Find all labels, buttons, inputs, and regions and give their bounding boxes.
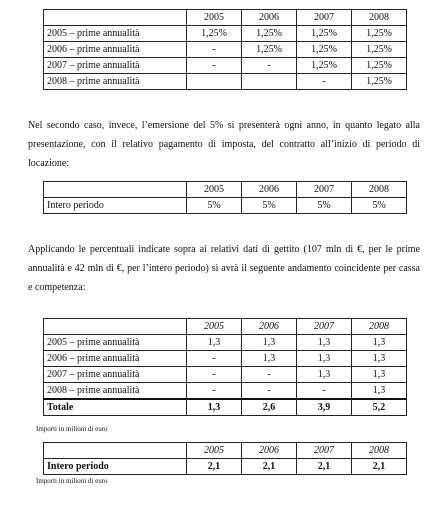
table-cell: 5% <box>187 198 242 214</box>
row-label: Intero periodo <box>44 198 187 214</box>
table-row <box>44 383 407 400</box>
row-label: 2005 – prime annualità <box>44 26 187 42</box>
table-row <box>44 74 407 90</box>
total-label: Totale <box>44 399 187 416</box>
table-row <box>44 459 407 475</box>
table-cell: - <box>242 367 297 383</box>
header-cell: 2008 <box>352 182 407 198</box>
table-cell: 1,25% <box>352 26 407 42</box>
table-row <box>44 335 407 351</box>
row-label: 2005 – prime annualità <box>44 335 187 351</box>
total-cell: 5,2 <box>352 399 407 416</box>
table-prime-annualita-importi <box>43 318 407 416</box>
table-intero-periodo-importi <box>43 442 407 475</box>
total-cell: 2,6 <box>242 399 297 416</box>
table-cell: - <box>187 42 242 58</box>
table-cell: 1,3 <box>352 351 407 367</box>
table-cell: 5% <box>297 198 352 214</box>
header-cell: 2008 <box>352 319 407 335</box>
table-cell: 1,25% <box>297 58 352 74</box>
table-cell: 1,25% <box>297 26 352 42</box>
table-prime-annualita-percent <box>43 9 407 90</box>
table-cell: 1,3 <box>352 383 407 400</box>
row-label: 2008 – prime annualità <box>44 74 187 90</box>
table-note: Importi in milioni di euro <box>36 477 108 485</box>
table-row <box>44 367 407 383</box>
header-cell <box>44 319 187 335</box>
header-cell: 2007 <box>297 10 352 26</box>
header-cell: 2005 <box>187 10 242 26</box>
table-header-row <box>44 10 407 26</box>
table-cell: 1,25% <box>352 74 407 90</box>
table-row <box>44 351 407 367</box>
table-cell: 1,25% <box>352 58 407 74</box>
header-cell: 2005 <box>187 443 242 459</box>
header-cell: 2008 <box>352 10 407 26</box>
header-cell: 2007 <box>297 319 352 335</box>
table-intero-periodo-percent <box>43 181 407 214</box>
row-label: 2007 – prime annualità <box>44 58 187 74</box>
table-cell: 2,1 <box>352 459 407 475</box>
header-cell: 2008 <box>352 443 407 459</box>
table-cell: 1,3 <box>297 351 352 367</box>
header-cell <box>44 10 187 26</box>
total-cell: 3,9 <box>297 399 352 416</box>
table-note: Importi in milioni di euro <box>36 425 108 433</box>
table-header-row <box>44 443 407 459</box>
table-cell: 5% <box>352 198 407 214</box>
row-label: Intero periodo <box>44 459 187 475</box>
table-cell: - <box>297 74 352 90</box>
table-cell: - <box>297 383 352 400</box>
header-cell: 2007 <box>297 182 352 198</box>
table-cell: 5% <box>242 198 297 214</box>
header-cell: 2005 <box>187 182 242 198</box>
table-cell: 1,25% <box>242 26 297 42</box>
header-cell <box>44 443 187 459</box>
header-cell: 2006 <box>242 319 297 335</box>
header-cell: 2006 <box>242 182 297 198</box>
row-label: 2008 – prime annualità <box>44 383 187 400</box>
row-label: 2007 – prime annualità <box>44 367 187 383</box>
table-cell: 1,25% <box>187 26 242 42</box>
table-cell: 1,3 <box>297 335 352 351</box>
table-cell: 1,3 <box>352 335 407 351</box>
table-cell: 2,1 <box>297 459 352 475</box>
paragraph-applicando: Applicando le percentuali indicate sopra ai relativi dati di gettito (107 mln di €, per le prime annualità e 42 mln di €, per l’intero periodo) si avrà il seguente andamento coincidente per cassa e competenza: <box>28 244 420 293</box>
table-cell: 1,3 <box>242 335 297 351</box>
table-cell: - <box>187 367 242 383</box>
table-header-row <box>44 182 407 198</box>
table-cell: - <box>187 351 242 367</box>
table-row <box>44 26 407 42</box>
header-cell: 2007 <box>297 443 352 459</box>
table-cell: 1,25% <box>297 42 352 58</box>
table-cell: 2,1 <box>187 459 242 475</box>
table-row <box>44 198 407 214</box>
table-cell: - <box>242 58 297 74</box>
table-header-row <box>44 319 407 335</box>
row-label: 2006 – prime annualità <box>44 351 187 367</box>
table-row <box>44 42 407 58</box>
table-cell: - <box>187 58 242 74</box>
table-cell: 1,25% <box>352 42 407 58</box>
table-cell: - <box>187 383 242 400</box>
row-label: 2006 – prime annualità <box>44 42 187 58</box>
total-row <box>44 399 407 416</box>
table-cell: 1,3 <box>297 367 352 383</box>
total-cell: 1,3 <box>187 399 242 416</box>
header-cell: 2006 <box>242 443 297 459</box>
header-cell <box>44 182 187 198</box>
table-cell <box>187 74 242 90</box>
table-cell: 1,3 <box>352 367 407 383</box>
table-cell: - <box>242 383 297 400</box>
table-cell <box>242 74 297 90</box>
header-cell: 2005 <box>187 319 242 335</box>
table-cell: 1,3 <box>242 351 297 367</box>
paragraph-secondo-caso: Nel secondo caso, invece, l’emersione del 5% si presenterà ogni anno, in quanto legato alla presentazione, con il relativo pagamento di imposta, del contratto all’inizio di periodo di locazione: <box>28 120 420 169</box>
table-cell: 1,3 <box>187 335 242 351</box>
table-cell: 1,25% <box>242 42 297 58</box>
table-cell: 2,1 <box>242 459 297 475</box>
table-row <box>44 58 407 74</box>
header-cell: 2006 <box>242 10 297 26</box>
